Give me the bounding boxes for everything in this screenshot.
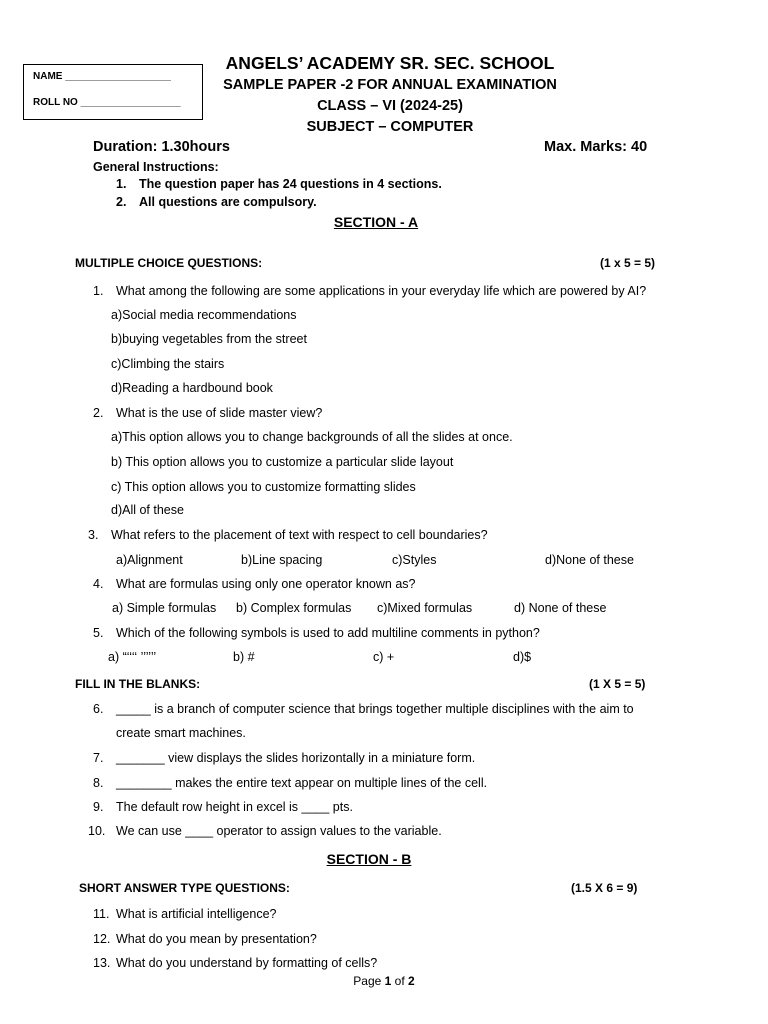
question-number: 6. (93, 702, 104, 716)
option: d)All of these (111, 503, 184, 517)
question-text: What is the use of slide master view? (116, 406, 323, 420)
option: a) “‘‘‘‘ ’’’’’’ (108, 650, 157, 664)
fill-marks: (1 X 5 = 5) (589, 677, 646, 691)
paper-title: SAMPLE PAPER -2 FOR ANNUAL EXAMINATION (223, 77, 557, 93)
option: a)Social media recommendations (111, 308, 297, 322)
option: d)Reading a hardbound book (111, 381, 273, 395)
roll-no-field: ROLL NO __________________ (33, 97, 181, 108)
option: b)Line spacing (241, 553, 323, 567)
question-text-continued: create smart machines. (116, 726, 246, 740)
short-answer-heading: SHORT ANSWER TYPE QUESTIONS: (79, 881, 290, 895)
question-text: ________ makes the entire text appear on multiple lines of the cell. (116, 776, 488, 790)
option: b) Complex formulas (236, 601, 352, 615)
instruction-num: 1. (116, 177, 127, 191)
option: c) This option allows you to customize formatting slides (111, 480, 416, 494)
question-text: What are formulas using only one operator known as? (116, 577, 416, 591)
section-b-title: SECTION - B (326, 851, 412, 867)
question-text: The default row height in excel is ____ pts. (116, 800, 353, 814)
question-number: 9. (93, 800, 104, 814)
page-word: Page (353, 974, 382, 988)
page-total: 2 (408, 974, 415, 988)
option: d)None of these (545, 553, 634, 567)
instruction-item: All questions are compulsory. (139, 195, 317, 209)
question-number: 7. (93, 751, 104, 765)
instruction-item: The question paper has 24 questions in 4 sections. (139, 177, 442, 191)
option: d) None of these (514, 601, 607, 615)
question-number: 13. (93, 956, 111, 970)
student-details-box (23, 64, 203, 120)
question-text: Which of the following symbols is used to add multiline comments in python? (116, 626, 540, 640)
question-number: 12. (93, 932, 111, 946)
option: a) Simple formulas (112, 601, 217, 615)
question-number: 3. (88, 528, 99, 542)
question-number: 10. (88, 824, 106, 838)
question-text: _____ is a branch of computer science that brings together multiple disciplines with the aim to (116, 702, 634, 716)
question-number: 4. (93, 577, 104, 591)
option: b) # (233, 650, 255, 664)
section-a-title: SECTION - A (333, 214, 419, 230)
question-text: We can use ____ operator to assign values to the variable. (116, 824, 442, 838)
option: a)This option allows you to change backgrounds of all the slides at once. (111, 430, 513, 444)
name-field: NAME ___________________ (33, 71, 171, 82)
instructions-title: General Instructions: (93, 160, 219, 174)
question-number: 8. (93, 776, 104, 790)
option: a)Alignment (116, 553, 183, 567)
option: b)buying vegetables from the street (111, 332, 307, 346)
question-text: What do you understand by formatting of cells? (116, 956, 378, 970)
question-text: What refers to the placement of text with respect to cell boundaries? (111, 528, 488, 542)
option: c)Mixed formulas (377, 601, 473, 615)
option: c)Climbing the stairs (111, 357, 225, 371)
question-number: 1. (93, 284, 104, 298)
question-number: 11. (93, 907, 110, 921)
page-footer (284, 974, 484, 988)
of-word: of (394, 974, 405, 988)
question-text: What is artificial intelligence? (116, 907, 277, 921)
short-answer-marks: (1.5 X 6 = 9) (571, 881, 638, 895)
max-marks: Max. Marks: 40 (544, 139, 648, 155)
question-number: 5. (93, 626, 104, 640)
question-text: What among the following are some applications in your everyday life which are powered by AI? (116, 284, 647, 298)
option: d)$ (513, 650, 532, 664)
class-line: CLASS – VI (2024-25) (317, 98, 463, 114)
mcq-heading: MULTIPLE CHOICE QUESTIONS: (75, 256, 263, 270)
page-number: 1 (384, 974, 392, 988)
question-text: _______ view displays the slides horizontally in a miniature form. (116, 751, 476, 765)
option: c)Styles (392, 553, 437, 567)
question-number: 2. (93, 406, 104, 420)
option: b) This option allows you to customize a particular slide layout (111, 455, 454, 469)
fill-heading: FILL IN THE BLANKS: (75, 677, 201, 691)
duration: Duration: 1.30hours (93, 139, 230, 155)
question-text: What do you mean by presentation? (116, 932, 317, 946)
option: c) + (373, 650, 395, 664)
subject-line: SUBJECT – COMPUTER (306, 119, 474, 135)
instruction-num: 2. (116, 195, 127, 209)
mcq-marks: (1 x 5 = 5) (600, 256, 656, 270)
school-name: ANGELS’ ACADEMY SR. SEC. SCHOOL (225, 53, 555, 73)
